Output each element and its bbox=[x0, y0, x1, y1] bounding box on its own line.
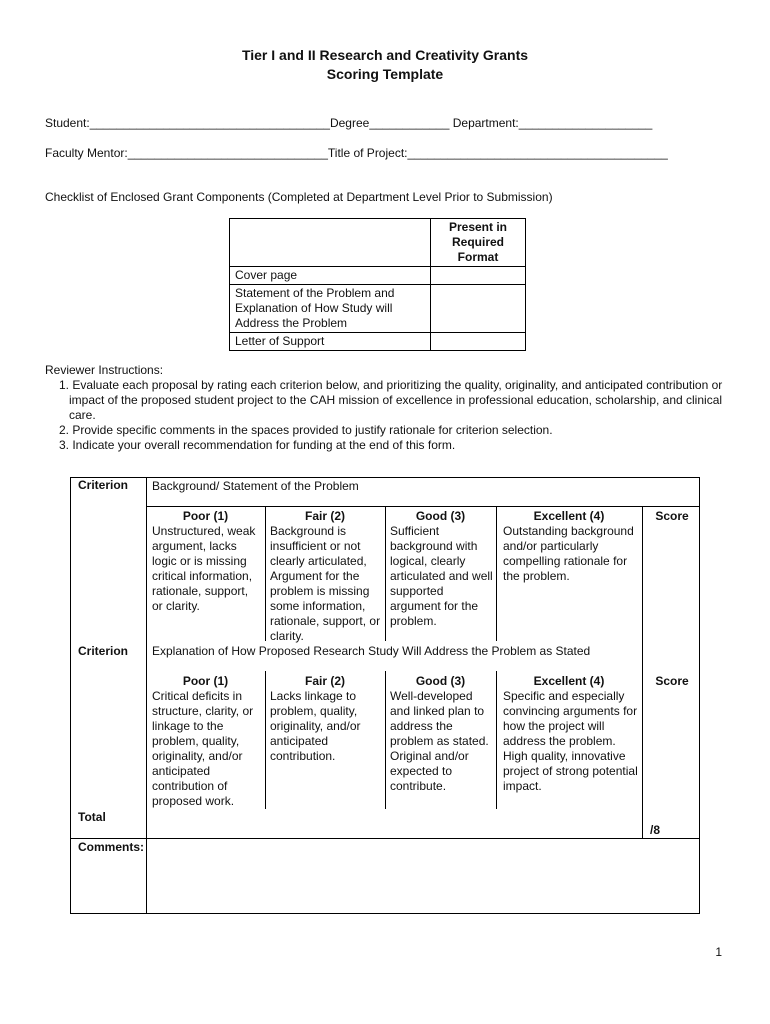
level-header-good: Good (3) bbox=[415, 509, 466, 523]
checklist-table bbox=[229, 218, 526, 351]
checklist-item-letter-of-support: Letter of Support bbox=[230, 333, 431, 351]
checklist-row bbox=[230, 285, 526, 333]
checklist-check-cell[interactable] bbox=[431, 267, 526, 285]
checklist-check-cell[interactable] bbox=[431, 285, 526, 333]
document-subtitle: Scoring Template bbox=[326, 66, 444, 82]
present-in-required-format-header: Present in Required Format bbox=[431, 219, 526, 267]
level-header-good: Good (3) bbox=[415, 674, 466, 688]
criterion-name: Background/ Statement of the Problem bbox=[152, 479, 359, 493]
score-column-divider bbox=[642, 506, 643, 838]
checklist-row bbox=[230, 333, 526, 351]
instructions-heading: Reviewer Instructions: bbox=[45, 363, 164, 377]
level-header-fair: Fair (2) bbox=[304, 509, 345, 523]
comments-label: Comments: bbox=[78, 840, 145, 854]
criterion-label: Criterion bbox=[78, 644, 129, 658]
level-header-excellent: Excellent (4) bbox=[533, 674, 605, 688]
document-title: Tier I and II Research and Creativity Grants bbox=[241, 47, 529, 63]
level-description: Critical deficits in structure, clarity, or linkage to the problem, quality, originality, and/or anticipated contribution of proposed work. bbox=[152, 689, 254, 808]
page-number: 1 bbox=[715, 945, 722, 959]
level-header-poor: Poor (1) bbox=[182, 674, 229, 688]
total-label: Total bbox=[78, 810, 106, 824]
level-description: Specific and especially convincing arguments for how the project will address the problem. High quality, innovative project of strong potential impact. bbox=[503, 689, 638, 793]
checklist-heading: Checklist of Enclosed Grant Components (Completed at Department Level Prior to Submission) bbox=[45, 190, 553, 204]
checklist-row bbox=[230, 267, 526, 285]
level-description: Background is insufficient or not clearly articulated, Argument for the problem is missing some information, rationale, support, or clarity. bbox=[270, 524, 381, 643]
level-header-excellent: Excellent (4) bbox=[533, 509, 605, 523]
score-header: Score bbox=[655, 674, 689, 688]
level-header-poor: Poor (1) bbox=[182, 509, 229, 523]
checklist-item-statement: Statement of the Problem and Explanation of How Study will Address the Problem bbox=[230, 285, 431, 333]
criterion-column-divider bbox=[146, 477, 147, 914]
checklist-header-row bbox=[230, 219, 526, 267]
score-header: Score bbox=[655, 509, 689, 523]
instruction-item: 1. Evaluate each proposal by rating each criterion below, and prioritizing the quality, originality, and anticipated contribution or impact of the proposed student project to the CAH mission of excellence in professional education, scholarship, and clinical care. bbox=[59, 378, 723, 422]
level-description: Sufficient background with logical, clearly articulated and well supported argument for the problem. bbox=[390, 524, 493, 628]
instruction-item: 3. Indicate your overall recommendation for funding at the end of this form. bbox=[59, 438, 456, 452]
checklist-item-cover-page: Cover page bbox=[230, 267, 431, 285]
instruction-item: 2. Provide specific comments in the spaces provided to justify rationale for criterion selection. bbox=[59, 423, 553, 437]
reviewer-instructions bbox=[45, 363, 729, 453]
level-description: Unstructured, weak argument, lacks logic or is missing critical information, rationale, support, or clarity. bbox=[152, 524, 256, 613]
mentor-info-line: Faculty Mentor:______________________________Title of Project:_______________________________________ bbox=[45, 146, 668, 160]
level-header-fair: Fair (2) bbox=[304, 674, 345, 688]
level-description: Outstanding background and/or particularly compelling rationale for the problem. bbox=[503, 524, 634, 583]
level-description: Well-developed and linked plan to address the problem as stated. Original and/or expected to contribute. bbox=[390, 689, 489, 793]
student-info-line: Student:____________________________________Degree____________ Department:____________________ bbox=[45, 116, 653, 130]
checklist-check-cell[interactable] bbox=[431, 333, 526, 351]
criterion-name: Explanation of How Proposed Research Study Will Address the Problem as Stated bbox=[152, 644, 591, 658]
total-score-value: /8 bbox=[650, 823, 661, 837]
comments-area[interactable] bbox=[150, 842, 696, 910]
criterion-label: Criterion bbox=[78, 478, 129, 492]
level-description: Lacks linkage to problem, quality, originality, and/or anticipated contribution. bbox=[270, 689, 361, 763]
